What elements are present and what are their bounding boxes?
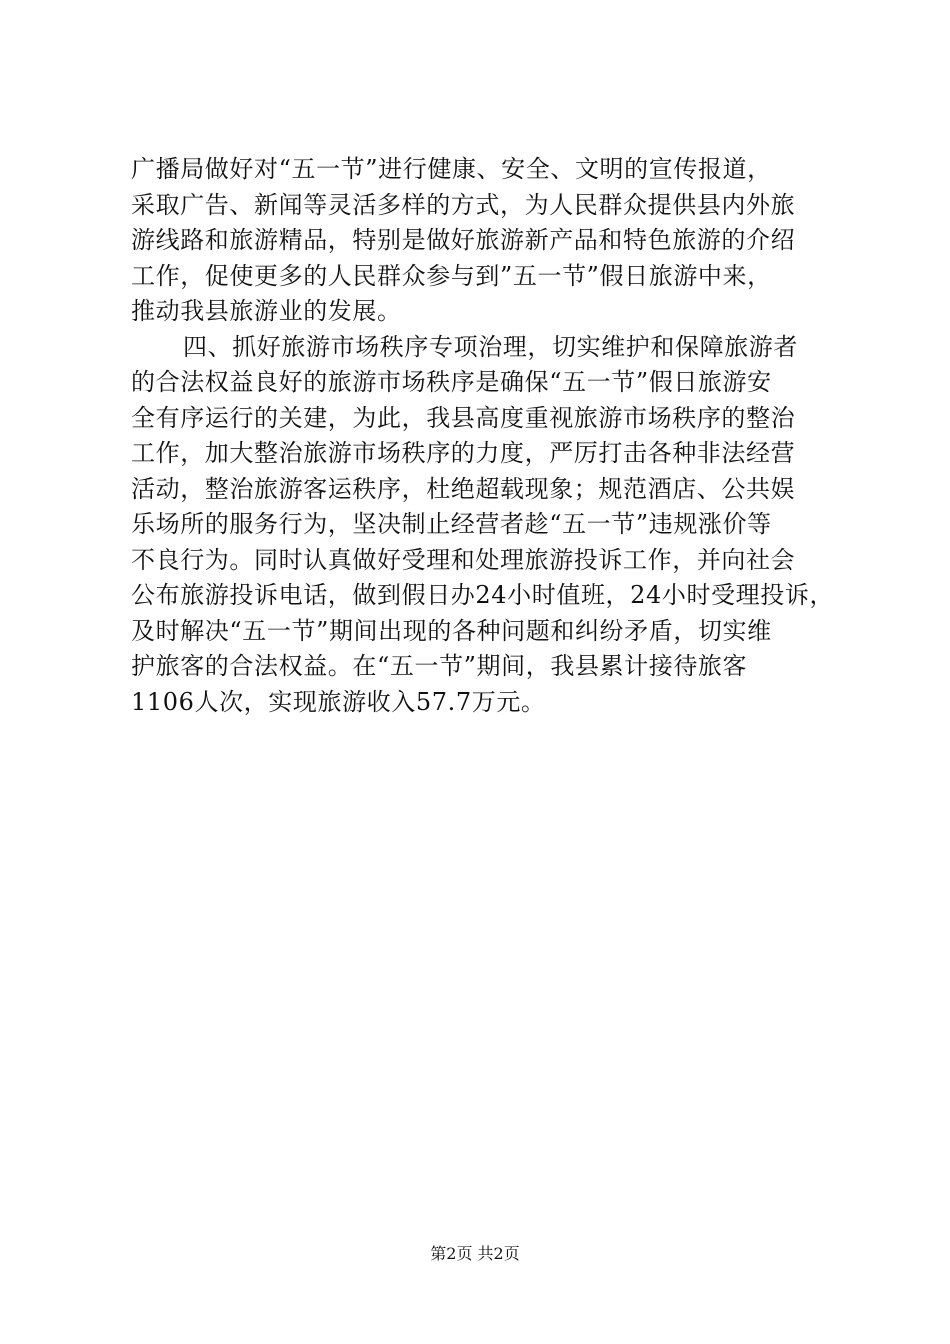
text-line: 不良行为。同时认真做好受理和处理旅游投诉工作，并向社会: [131, 545, 796, 574]
text-line: 采取广告、新闻等灵活多样的方式，为人民群众提供县内外旅: [131, 190, 796, 219]
text-line: 乐场所的服务行为，坚决制止经营者趁“五一节”违规涨价等: [131, 510, 772, 538]
text-line: 公布旅游投诉电话，做到假日办24小时值班，24小时受理投诉，: [131, 581, 835, 609]
paragraph-start-line: 四、抓好旅游市场秩序专项治理，切实维护和保障旅游者: [183, 332, 798, 361]
text-line: 游线路和旅游精品，特别是做好旅游新产品和特色旅游的介绍: [131, 226, 796, 254]
text-line: 工作，加大整治旅游市场秩序的力度，严厉打击各种非法经营: [131, 439, 796, 467]
text-line: 及时解决“五一节”期间出现的各种问题和纠纷矛盾，切实维: [131, 616, 772, 645]
text-line: 工作，促使更多的人民群众参与到”五一节”假日旅游中来，: [131, 261, 772, 290]
text-line: 活动，整治旅游客运秩序，杜绝超载现象；规范酒店、公共娱: [131, 474, 796, 503]
text-line: 全有序运行的关建，为此，我县高度重视旅游市场秩序的整治: [131, 403, 796, 432]
text-line: 护旅客的合法权益。在“五一节”期间，我县累计接待旅客: [131, 652, 748, 680]
text-line: 1106人次，实现旅游收入57.7万元。: [131, 687, 546, 716]
text-line: 推动我县旅游业的发展。: [131, 297, 402, 325]
text-line: 的合法权益良好的旅游市场秩序是确保“五一节”假日旅游安: [131, 368, 772, 396]
text-line: 广播局做好对“五一节”进行健康、安全、文明的宣传报道，: [131, 155, 772, 183]
page-footer: 第2页 共2页: [430, 1244, 520, 1263]
body-text: [131, 152, 835, 720]
